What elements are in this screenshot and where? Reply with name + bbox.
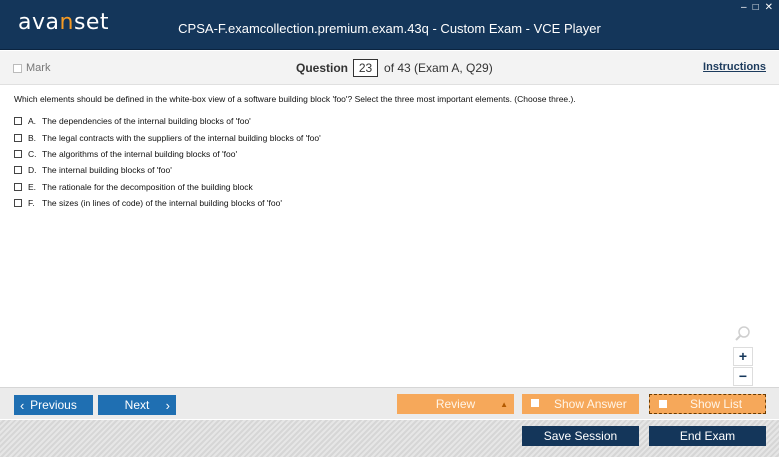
window-controls	[741, 3, 773, 13]
chevron-right-icon: ›	[165, 398, 170, 413]
show-list-button[interactable]	[649, 394, 766, 414]
option-text: The legal contracts with the suppliers of the internal building blocks of 'foo'	[42, 132, 321, 143]
option-letter: B.	[28, 132, 37, 143]
show-list-checkbox[interactable]	[659, 400, 667, 408]
option-text: The rationale for the decomposition of the building block	[42, 181, 253, 192]
zoom-controls	[733, 325, 753, 387]
question-label: Question	[296, 61, 349, 75]
option-checkbox[interactable]	[14, 199, 22, 207]
option-a[interactable]	[14, 113, 321, 129]
minimize-icon[interactable]: –	[741, 2, 747, 13]
show-answer-checkbox[interactable]	[531, 399, 539, 407]
option-text: The sizes (in lines of code) of the internal building blocks of 'foo'	[42, 198, 282, 209]
triangle-up-icon: ▲	[500, 400, 508, 409]
option-checkbox[interactable]	[14, 117, 22, 125]
option-checkbox[interactable]	[14, 134, 22, 142]
show-answer-button[interactable]	[522, 394, 639, 414]
option-f[interactable]	[14, 195, 321, 211]
avanset-logo: avanset	[18, 10, 110, 35]
show-list-label: Show List	[690, 397, 743, 411]
maximize-icon[interactable]: □	[752, 2, 759, 13]
option-text: The dependencies of the internal building blocks of 'foo'	[42, 116, 251, 127]
option-d[interactable]	[14, 162, 321, 178]
question-text: Which elements should be defined in the white-box view of a software building block 'foo'? Select the three most important elements. (Choose three.).	[14, 94, 576, 104]
option-text: The internal building blocks of 'foo'	[42, 165, 172, 176]
option-c[interactable]	[14, 146, 321, 162]
end-exam-button[interactable]: End Exam	[649, 426, 766, 446]
option-letter: E.	[28, 181, 37, 192]
chevron-left-icon: ‹	[20, 398, 25, 413]
previous-label: Previous	[30, 398, 77, 412]
window-title: CPSA-F.examcollection.premium.exam.43q - Custom Exam - VCE Player	[178, 21, 601, 36]
next-label: Next	[124, 398, 150, 412]
option-checkbox[interactable]	[14, 183, 22, 191]
next-button[interactable]	[98, 395, 176, 415]
zoom-out-button[interactable]: −	[733, 367, 753, 386]
review-label: Review	[435, 397, 476, 411]
title-bar	[0, 0, 779, 50]
magnifier-icon	[734, 325, 752, 343]
option-text: The algorithms of the internal building blocks of 'foo'	[42, 148, 238, 159]
navigation-bar	[0, 387, 779, 419]
option-letter: A.	[28, 116, 37, 127]
option-e[interactable]	[14, 179, 321, 195]
option-letter: F.	[28, 198, 35, 209]
save-session-button[interactable]: Save Session	[522, 426, 639, 446]
mark-toggle[interactable]	[13, 62, 50, 74]
answer-options	[14, 113, 321, 211]
close-icon[interactable]: ✕	[764, 2, 773, 13]
option-checkbox[interactable]	[14, 166, 22, 174]
mark-label: Mark	[26, 62, 51, 74]
question-header	[0, 51, 779, 85]
option-b[interactable]	[14, 129, 321, 145]
instructions-link[interactable]: Instructions	[703, 61, 766, 73]
previous-button[interactable]	[14, 395, 93, 415]
question-area	[0, 86, 779, 386]
question-navigator	[296, 59, 493, 77]
mark-checkbox[interactable]	[13, 64, 22, 73]
option-letter: C.	[28, 148, 37, 159]
option-checkbox[interactable]	[14, 150, 22, 158]
option-letter: D.	[28, 165, 37, 176]
question-number-input[interactable]: 23	[353, 59, 378, 77]
review-button[interactable]	[397, 394, 514, 414]
show-answer-label: Show Answer	[554, 397, 627, 411]
question-count: of 43 (Exam A, Q29)	[384, 61, 493, 75]
footer-bar	[0, 420, 779, 457]
zoom-in-button[interactable]: +	[733, 347, 753, 366]
